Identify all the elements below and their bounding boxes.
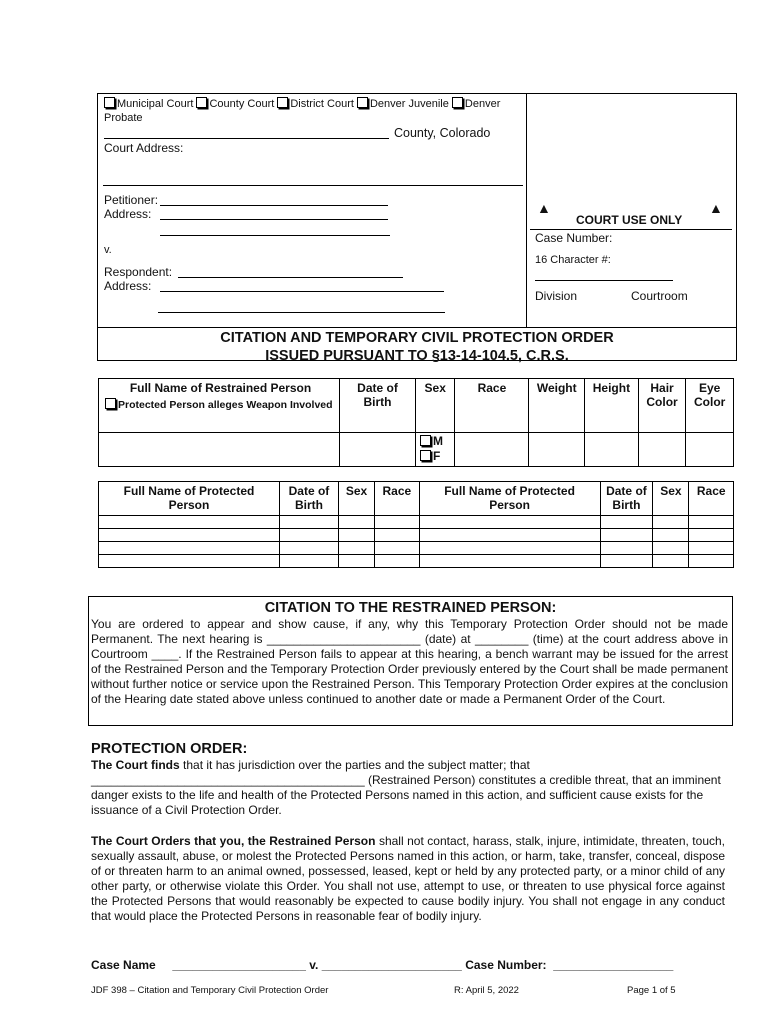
weight-header: Weight (529, 379, 585, 433)
dob-header: Date of Birth (340, 379, 416, 433)
checkbox-icon[interactable] (420, 450, 431, 461)
form-id: JDF 398 – Citation and Temporary Civil Protection Order (91, 985, 329, 996)
petitioner-address-field-2[interactable] (160, 223, 390, 236)
court-orders-paragraph: The Court Orders that you, the Restrained Person shall not contact, harass, stalk, injure, intimidate, threaten, touch, sexually assault, abuse, or molest the Protected Persons named in this action, or harm, take, transfer, conceal, dispose of or threaten harm to an animal owned, possessed, leased, kept or held by any protected party, or a minor child of any other party, or otherwise violate this Order. You shall not use, attempt to use, or threaten to use physical force against the Protected Persons that would reasonably be expected to cause bodily injury. You shall not engage in any conduct that would place the Protected Persons in reasonable fear of bodily injury. (91, 834, 725, 923)
checkbox-icon[interactable] (452, 97, 463, 108)
checkbox-icon[interactable] (104, 97, 115, 108)
case-line: Case Name ____________________ v. _____________________ Case Number: __________________ (91, 958, 674, 972)
respondent-address-field-2[interactable] (158, 302, 445, 313)
court-option-denver-probate[interactable]: Denver Probate (104, 98, 501, 124)
court-address-label: Court Address: (104, 141, 184, 155)
table-row (99, 379, 734, 433)
caption-divider-title (97, 327, 737, 328)
hair-color-header: Hair Color (638, 379, 686, 433)
protection-order-heading: PROTECTION ORDER: (91, 741, 248, 757)
case-name-label: Case Name (91, 958, 156, 972)
sixteen-character-label: 16 Character #: (535, 254, 611, 266)
checkbox-icon[interactable] (420, 435, 431, 446)
court-option-district[interactable]: District Court (277, 98, 354, 110)
case-number-label: Case Number: (465, 958, 547, 972)
court-use-only-label: COURT USE ONLY (576, 213, 683, 227)
page-number: Page 1 of 5 (627, 985, 676, 996)
revision-date: R: April 5, 2022 (454, 985, 519, 996)
court-option-county[interactable]: County Court (196, 98, 274, 110)
citation-body: You are ordered to appear and show cause, if any, why this Temporary Protection Order should not be made Permanent. The next hearing is _______________________ (date) at ________ (time) at the court address above in Courtroom ____. If the Restrained Person fails to appear at this hearing, a bench warrant may be issued for the arrest of the Restrained Person and the Temporary Protection Order previously entered by the Court shall be made permanent without further notice or service upon the Restrained Person. This Temporary Protection Order expires at the conclusion of the Hearing date stated above unless continued to another date or made a Permanent Order of the Court. (91, 617, 728, 706)
arrow-up-icon: ▲ (537, 200, 551, 216)
checkbox-icon[interactable] (196, 97, 207, 108)
court-option-denver-juvenile[interactable]: Denver Juvenile (357, 98, 449, 110)
table-row[interactable] (99, 542, 734, 555)
protected-race-header: Race (689, 482, 734, 516)
petitioner-field[interactable] (160, 193, 388, 206)
protected-race-header: Race (375, 482, 419, 516)
sex-header: Sex (415, 379, 454, 433)
arrow-up-icon: ▲ (709, 200, 723, 216)
petitioner-label: Petitioner: (104, 193, 159, 207)
citation-heading: CITATION TO THE RESTRAINED PERSON: (264, 600, 557, 616)
height-header: Height (585, 379, 639, 433)
sixteen-character-field[interactable] (535, 268, 673, 281)
division-label: Division (535, 289, 578, 303)
respondent-address-field[interactable] (160, 279, 444, 292)
table-row[interactable] (99, 529, 734, 542)
restrained-person-table (98, 378, 734, 467)
restrained-race-cell[interactable] (455, 433, 529, 467)
sex-options (415, 433, 454, 467)
respondent-label: Respondent: (104, 265, 173, 279)
court-options (104, 97, 524, 125)
protected-persons-table (98, 481, 734, 568)
caption-divider-vertical (526, 93, 527, 328)
eye-color-header: Eye Color (686, 379, 734, 433)
table-row (99, 482, 734, 516)
case-number-label: Case Number: (535, 231, 613, 245)
restrained-name-cell[interactable] (99, 433, 340, 467)
protected-sex-header: Sex (338, 482, 374, 516)
protected-dob-header: Date of Birth (600, 482, 653, 516)
restrained-height-cell[interactable] (585, 433, 639, 467)
respondent-field[interactable] (178, 265, 403, 278)
caption-divider-court (103, 185, 523, 186)
restrained-dob-cell[interactable] (340, 433, 416, 467)
restrained-weight-cell[interactable] (529, 433, 585, 467)
sex-option-f[interactable]: F (420, 449, 450, 464)
respondent-address-label: Address: (104, 279, 152, 293)
checkbox-icon[interactable] (277, 97, 288, 108)
document-title: CITATION AND TEMPORARY CIVIL PROTECTION ORDER ISSUED PURSUANT TO §13-14-104.5, C.R.S. (220, 330, 614, 364)
protected-name-header: Full Name of Protected Person (99, 482, 280, 516)
court-finds-paragraph: The Court finds that it has jurisdiction over the parties and the subject matter; that _________________________________________ (Restrained Person) constitutes a credible threat, that an imminent danger exists to the life and health of the Protected Persons named in this action, and sufficient cause exists for the issuance of a Civil Protection Order. (91, 758, 721, 817)
checkbox-icon[interactable] (357, 97, 368, 108)
court-option-municipal[interactable]: Municipal Court (104, 98, 193, 110)
protected-name-header: Full Name of Protected Person (419, 482, 600, 516)
restrained-name-header: Full Name of Restrained Person Protected Person alleges Weapon Involved (99, 379, 340, 433)
table-row (99, 433, 734, 467)
protected-dob-header: Date of Birth (279, 482, 338, 516)
petitioner-address-label: Address: (104, 207, 152, 221)
restrained-eye-cell[interactable] (686, 433, 734, 467)
weapon-checkbox[interactable]: Protected Person alleges Weapon Involved (105, 398, 336, 411)
courtroom-label: Courtroom (631, 289, 688, 303)
petitioner-address-field[interactable] (160, 207, 388, 220)
restrained-hair-cell[interactable] (638, 433, 686, 467)
table-row[interactable] (99, 555, 734, 568)
protected-sex-header: Sex (653, 482, 689, 516)
race-header: Race (455, 379, 529, 433)
checkbox-icon[interactable] (105, 398, 116, 409)
versus-label: v. (104, 244, 112, 256)
case-name-field-1[interactable]: ____________________ (172, 958, 306, 972)
case-number-field[interactable]: __________________ (553, 958, 674, 972)
court-use-divider (530, 229, 732, 230)
sex-option-m[interactable]: M (420, 434, 450, 449)
table-row[interactable] (99, 516, 734, 529)
county-field[interactable] (104, 126, 389, 139)
case-name-field-2[interactable]: _____________________ (321, 958, 462, 972)
county-suffix: County, Colorado (394, 126, 491, 140)
